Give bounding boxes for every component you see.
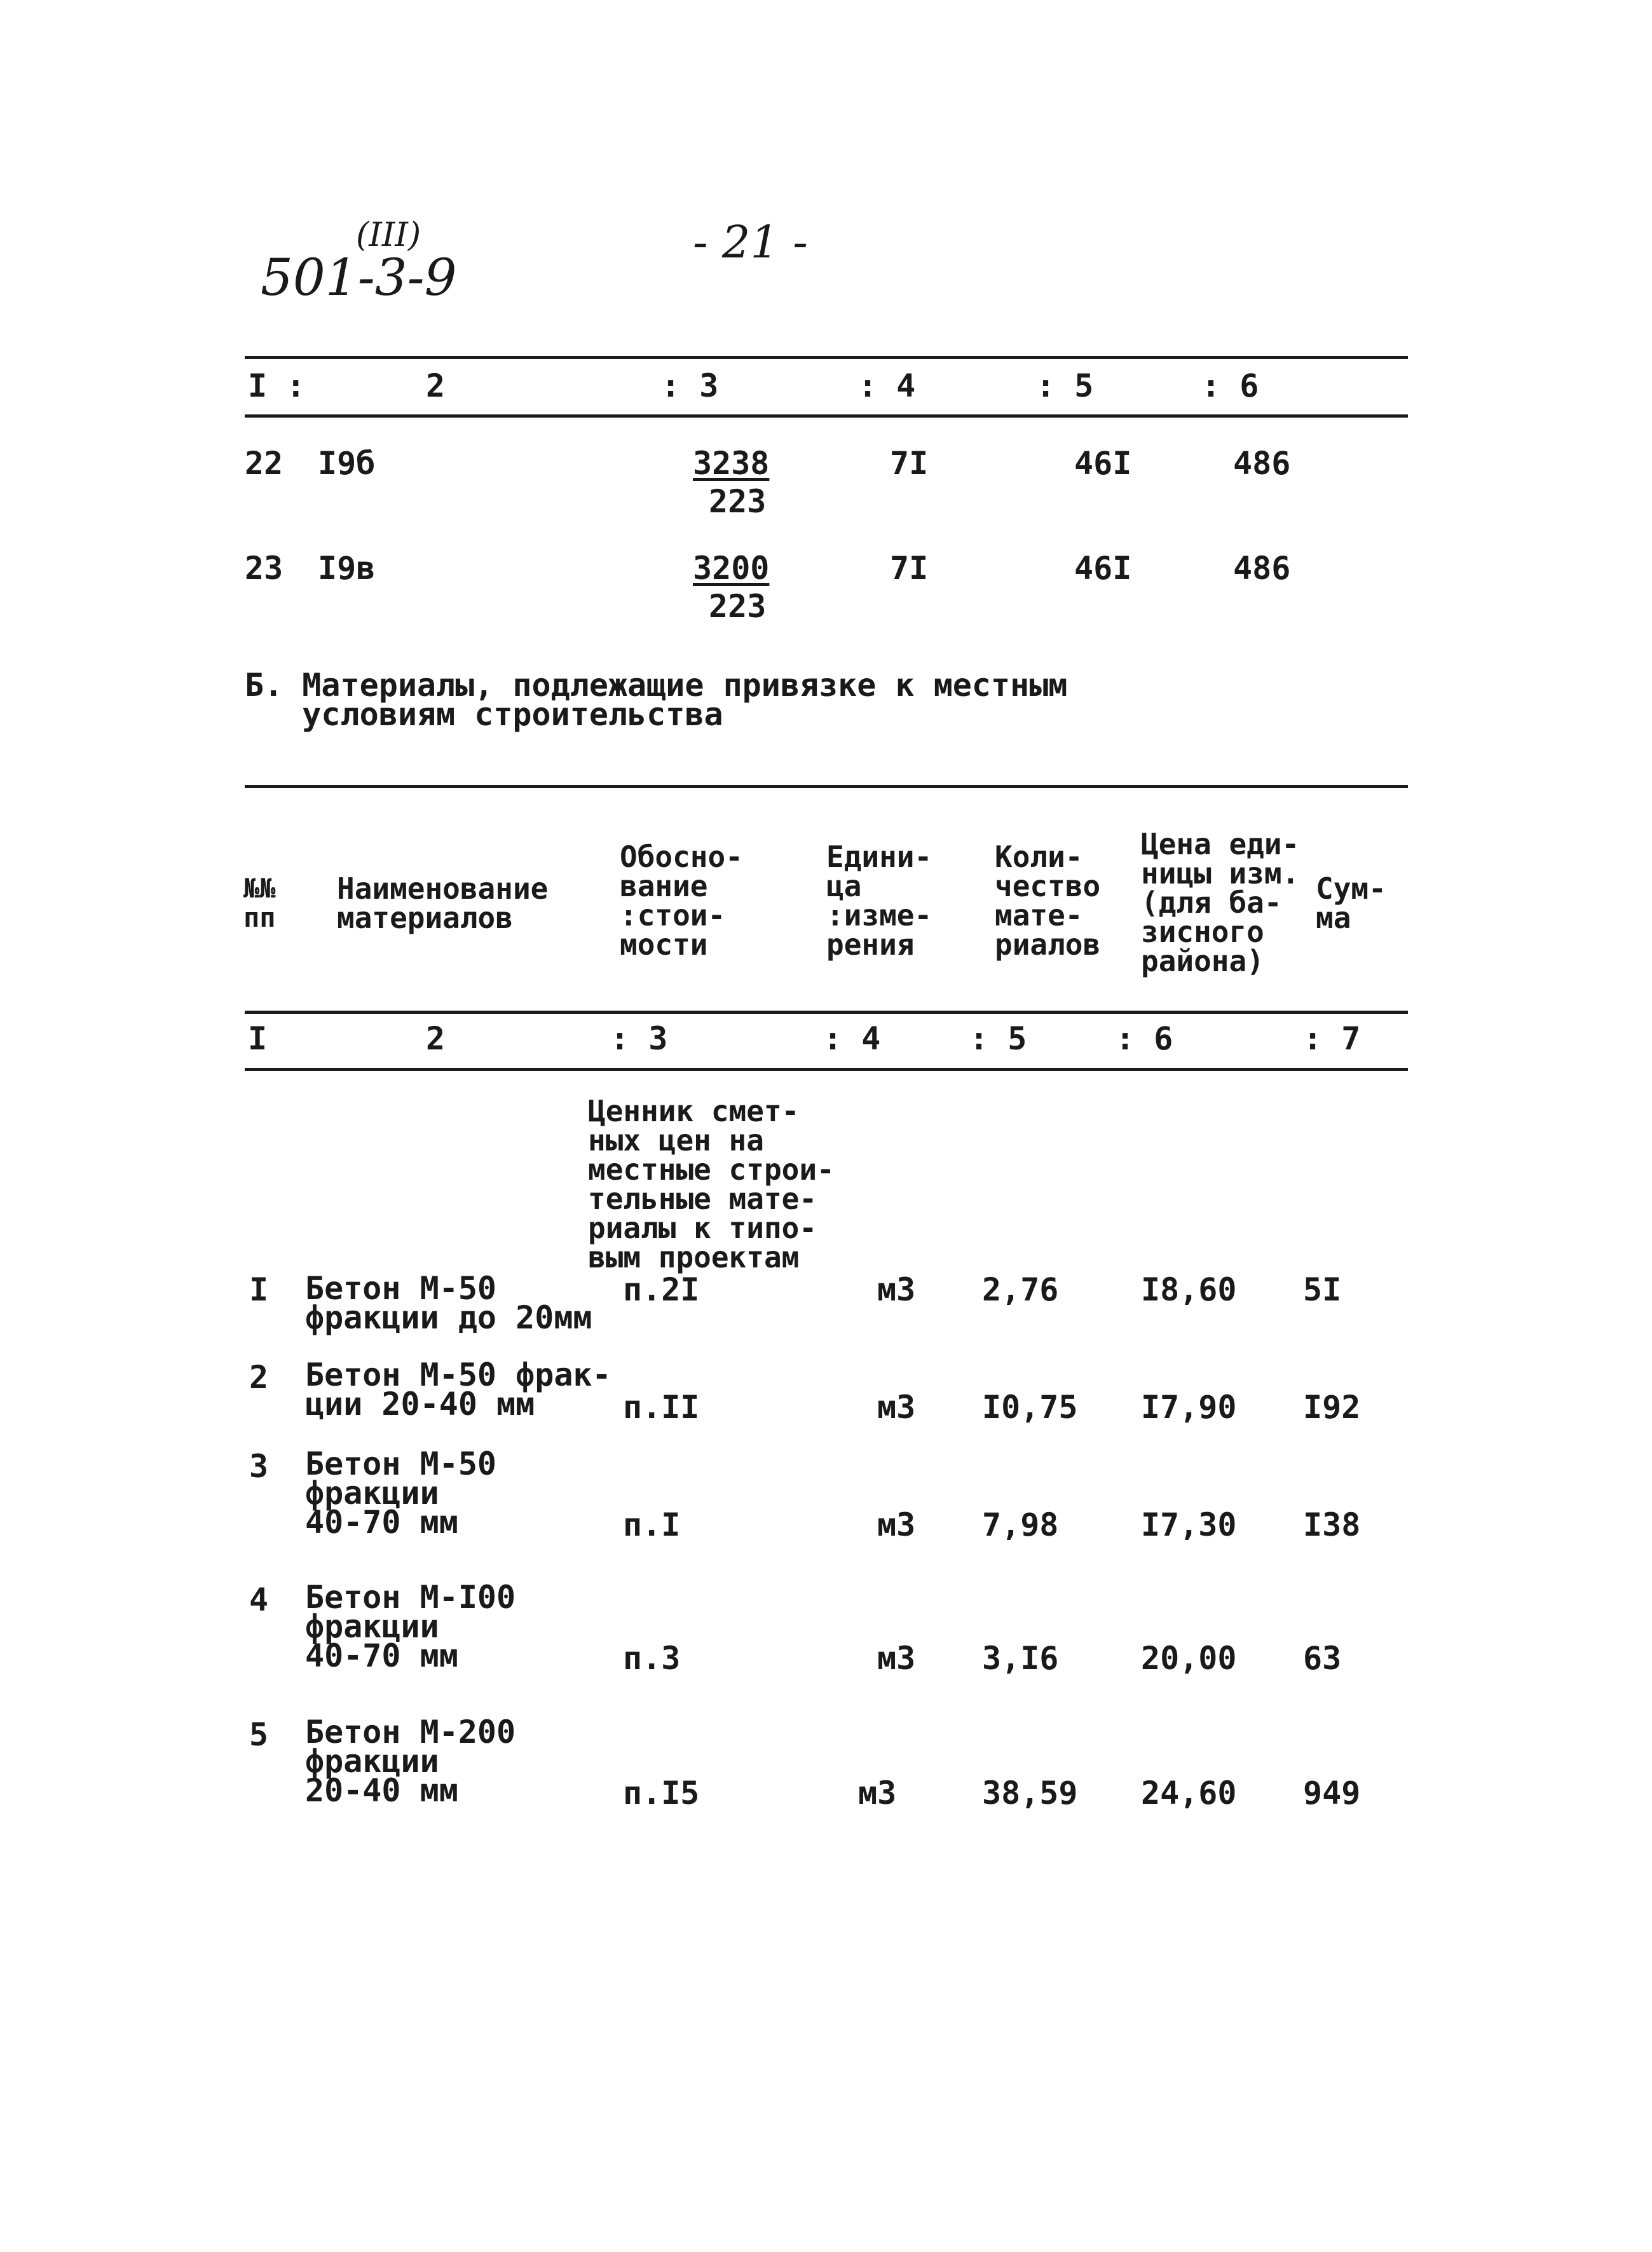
- row-price: I7,90: [1141, 1389, 1237, 1426]
- row-quantity: 7,98: [982, 1506, 1059, 1543]
- header-name: Наименование материалов: [337, 871, 549, 935]
- table2-numbers-rule: [245, 1068, 1408, 1071]
- row-quantity: 3,I6: [982, 1640, 1059, 1677]
- table2-top-rule: [245, 785, 1408, 788]
- row-unit: м3: [877, 1271, 916, 1308]
- header-unit: Едини- ца :изме- рения: [826, 840, 932, 962]
- row-fraction-top: 3200: [693, 550, 770, 587]
- colnum-7: : 7: [1303, 1020, 1361, 1057]
- row-unit: м3: [877, 1389, 916, 1426]
- section-b-title: Б. Материалы, подлежащие привязке к местным условиям строительства: [245, 667, 1068, 733]
- table2-header-rule: [245, 1011, 1408, 1014]
- row-sum: I92: [1303, 1389, 1361, 1426]
- row-fraction-top: 3238: [693, 445, 770, 482]
- row-col4: 7I: [890, 550, 929, 587]
- header-quantity: Коли- чество мате- риалов: [995, 840, 1101, 962]
- doc-code: 501-3-9: [261, 248, 457, 307]
- row-number: 5: [249, 1716, 269, 1753]
- row-unit: м3: [858, 1775, 897, 1812]
- colnum-6: : 6: [1116, 1020, 1173, 1057]
- row-col6: 486: [1233, 445, 1291, 482]
- row-unit: м3: [877, 1640, 916, 1677]
- colnum-5: : 5: [969, 1020, 1027, 1057]
- row-sum: I38: [1303, 1506, 1361, 1543]
- row-name: I9в: [318, 550, 376, 587]
- header-price: Цена еди- ницы изм. (для ба- зисного района): [1141, 827, 1300, 978]
- row-basis: п.3: [623, 1640, 681, 1677]
- row-name: I9б: [318, 445, 376, 482]
- colnum-1: I: [248, 1020, 268, 1057]
- row-price: 20,00: [1141, 1640, 1237, 1677]
- row-sum: 949: [1303, 1775, 1361, 1812]
- row-number: I: [249, 1271, 269, 1308]
- table1-col-6: : 6: [1201, 367, 1259, 404]
- row-price: I8,60: [1141, 1271, 1237, 1308]
- table1-col-2: 2: [426, 367, 446, 404]
- row-col5: 46I: [1074, 550, 1132, 587]
- row-col4: 7I: [890, 445, 929, 482]
- row-col5: 46I: [1074, 445, 1132, 482]
- source-note: Ценник смет- ных цен на местные строи- тельные мате- риалы к типо- вым проектам: [588, 1094, 835, 1274]
- row-quantity: 2,76: [982, 1271, 1059, 1308]
- row-fraction-bottom: 223: [709, 588, 767, 625]
- header-basis: Обосно- вание :стои- мости: [620, 840, 743, 962]
- row-fraction-bottom: 223: [709, 483, 767, 520]
- table1-col-3: : 3: [661, 367, 719, 404]
- header-number: №№ пп: [243, 873, 276, 933]
- doc-code-suffix: (III): [356, 216, 421, 254]
- table1-header-rule: [245, 414, 1408, 418]
- table1-col-5: : 5: [1036, 367, 1094, 404]
- row-price: I7,30: [1141, 1506, 1237, 1543]
- row-basis: п.2I: [623, 1271, 700, 1308]
- row-sum: 63: [1303, 1640, 1342, 1677]
- row-quantity: I0,75: [982, 1389, 1078, 1426]
- row-basis: п.I5: [623, 1775, 700, 1812]
- row-col6: 486: [1233, 550, 1291, 587]
- row-number: 22: [245, 445, 283, 482]
- row-name: Бетон М-50 фракции до 20мм: [305, 1270, 592, 1336]
- row-name: Бетон М-200 фракции 20-40 мм: [305, 1714, 516, 1809]
- row-unit: м3: [877, 1506, 916, 1543]
- row-number: 2: [249, 1359, 269, 1396]
- colnum-2: 2: [426, 1020, 446, 1057]
- row-name: Бетон М-50 фрак- ции 20-40 мм: [305, 1356, 611, 1423]
- row-name: Бетон М-I00 фракции 40-70 мм: [305, 1579, 516, 1674]
- row-name: Бетон М-50 фракции 40-70 мм: [305, 1445, 497, 1541]
- row-quantity: 38,59: [982, 1775, 1078, 1812]
- header-sum: Сум- ма: [1316, 871, 1386, 935]
- colnum-3: : 3: [610, 1020, 668, 1057]
- colnum-4: : 4: [823, 1020, 881, 1057]
- page-number: - 21 -: [693, 216, 808, 268]
- row-number: 3: [249, 1448, 269, 1485]
- row-number: 23: [245, 550, 283, 587]
- row-basis: п.I: [623, 1506, 681, 1543]
- table1-col-4: : 4: [858, 367, 916, 404]
- table1-top-rule: [245, 356, 1408, 359]
- row-basis: п.II: [623, 1389, 700, 1426]
- table1-col-1: I :: [248, 367, 306, 404]
- row-number: 4: [249, 1581, 269, 1618]
- row-sum: 5I: [1303, 1271, 1342, 1308]
- row-price: 24,60: [1141, 1775, 1237, 1812]
